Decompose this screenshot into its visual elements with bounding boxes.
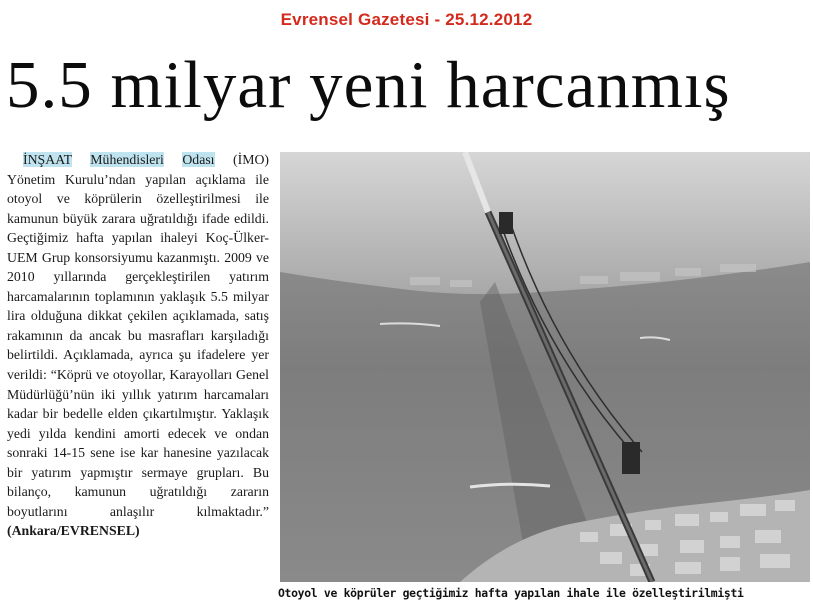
article-body: [7, 150, 269, 541]
highlight-word-odasi: Odası: [182, 152, 215, 167]
article-dateline: (Ankara/EVRENSEL): [7, 523, 140, 539]
highlight-word-insaat: İNŞAAT: [23, 152, 72, 167]
article-text: (İMO) Yönetim Kurulu’ndan yapılan açıklama ile otoyol ve köprülerin özelleştirilmesi ile kamunun büyük zarara uğratıldığı ifade edildi. Geçtiğimiz hafta yapılan ihaleyi Koç-Ülker-UEM Grup konsorsiyumu kazanmıştı. 2009 ve 2010 yıllarında gerçekleştirilen yatırım harcamalarının toplamının yaklaşık 5.5 milyar lira olduğuna dikkat çekilen açıklamada, satış rakamının da ancak bu masrafları karşıladığı belirtildi. Açıklamada, ayrıca şu ifadelere yer verildi: “Köprü ve otoyollar, Karayolları Genel Müdürlüğü’nün iki yıllık yatırım harcamaları kadar bir bedelle elden çıkartılmıştır. Yaklaşık yedi yılda kendini amorti edecek ve ondan sonraki 14-15 sene ise kar hanesine yazılacak bir yatırım yapmıştır sermaye grupları. Bu bilanço, kamunun uğratıldığı zararın boyutlarını anlaşılır kılmaktadır.”: [7, 152, 270, 519]
bridge-photo: [280, 152, 810, 582]
article-column: [7, 150, 269, 541]
photo-caption: Otoyol ve köprüler geçtiğimiz hafta yapılan ihale ile özelleştirilmişti: [278, 586, 744, 600]
newspaper-source-date: Evrensel Gazetesi - 25.12.2012: [280, 10, 533, 29]
headline: 5.5 milyar yeni harcanmış: [6, 48, 731, 122]
highlight-word-muhendisleri: Mühendisleri: [90, 152, 164, 167]
